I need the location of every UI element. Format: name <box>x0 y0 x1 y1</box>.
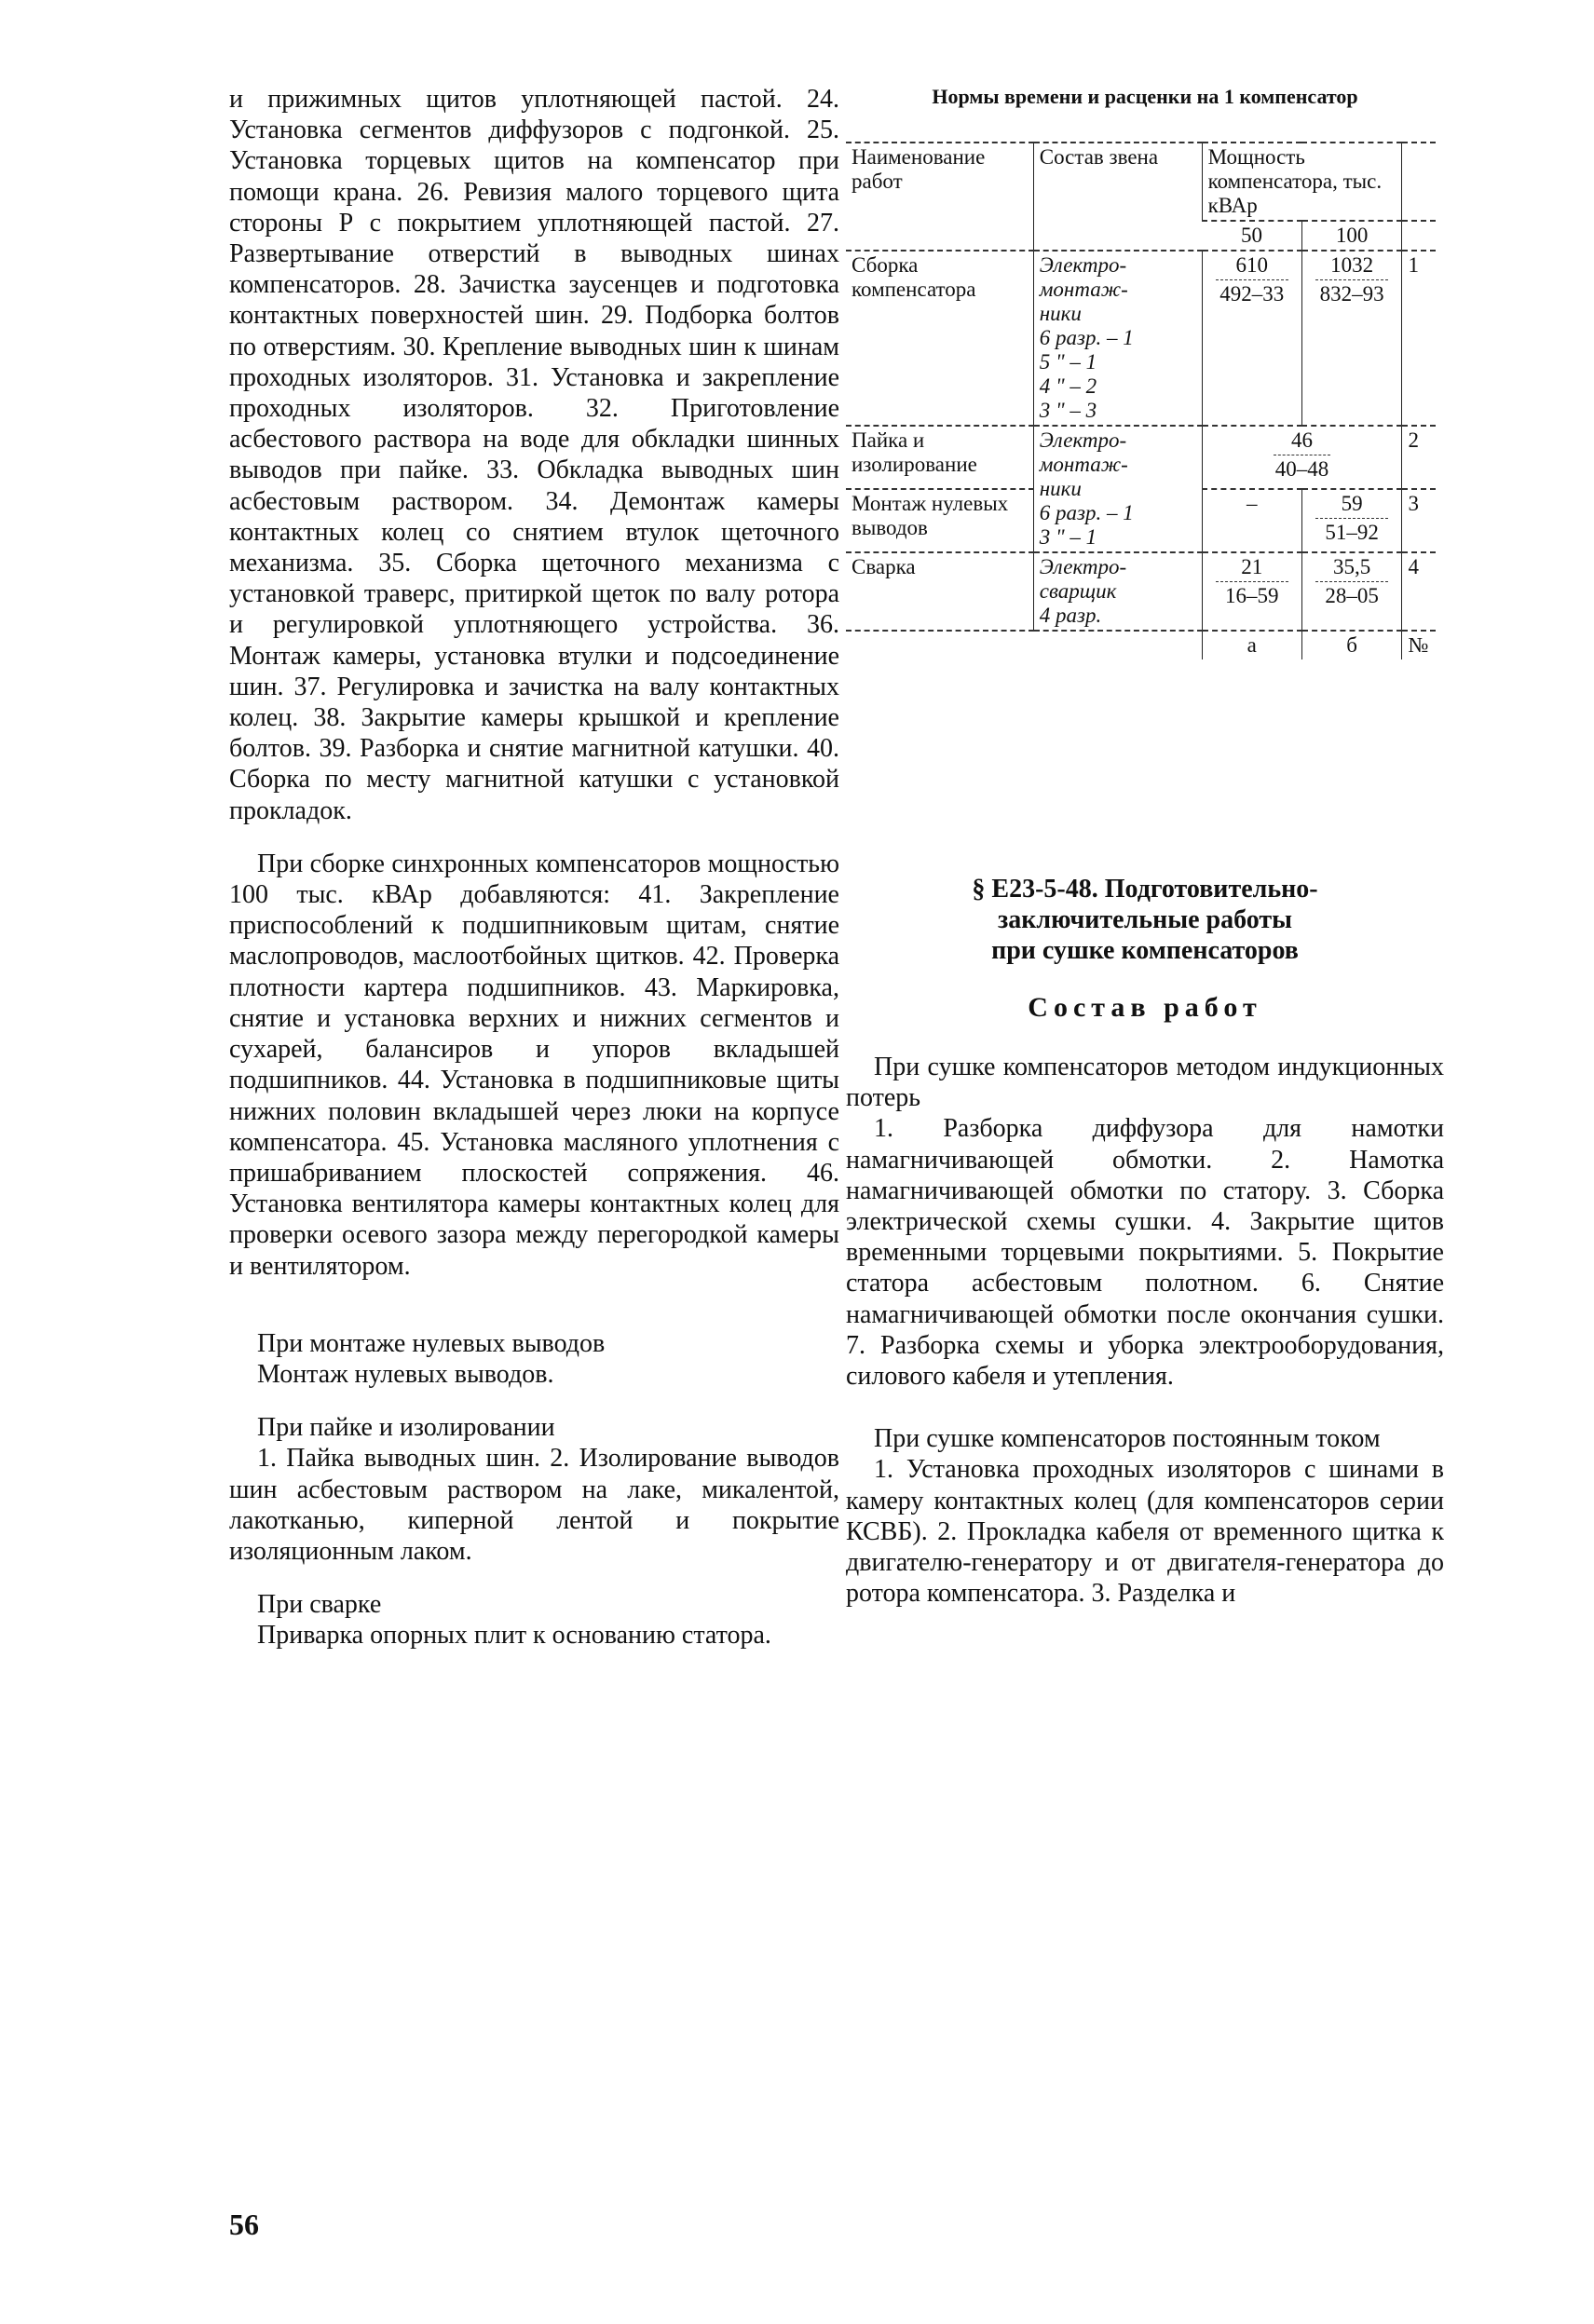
header-p100: 100 <box>1301 221 1402 251</box>
row-name: Сборка компенсатора <box>846 251 1033 426</box>
row-crew: Электро- монтаж- ники 6 разр. – 1 3 " – 1 <box>1033 426 1202 552</box>
cell-b: 1032 832–93 <box>1301 251 1402 426</box>
cell-a: 610 492–33 <box>1202 251 1301 426</box>
left-column <box>229 84 839 1651</box>
section-subtitle: Состав работ <box>1028 992 1262 1023</box>
right-column <box>846 84 1444 1609</box>
table-caption: Нормы времени и расценки на 1 компенсатор <box>932 85 1358 108</box>
left-para-1: и прижимных щитов уплотняющей пастой. 24. Установка сегментов диффузоров с подгонкой. 25. Установка торцевых щитов на компенсатор при помощи крана. 26. Ревизия малого торцевого щита стороны Р с покрытием уплотняющей пастой. 27. Развертывание отверстий в выводных шинах компенсаторов. 28. Зачистка заусенцев и подготовка контактных поверхностей шин. 29. Подборка болтов по отверстиям. 30. Крепление выводных шин к шинам проходных изоляторов. 31. Установка и закрепление проходных изоляторов. 32. Приготовление асбестового раствора на воде для обкладки шинных выводов при пайке. 33. Обкладка выводных шин асбестовым раствором. 34. Демонтаж камеры контактных колец со снятием втулок щеточного механизма. 35. Сборка щеточного механизма с установкой траверс, притиркой щеток по валу ротора и регулировкой уплотняющего устройства. 36. Монтаж камеры, установка втулки и подсоединение шин. 37. Регулировка и зачистка на валу контактных колец. 38. Закрытие камеры крышкой и крепление болтов. 39. Разборка и снятие магнитной катушки. 40. Сборка по месту магнитной катушки с установкой прокладок. <box>229 85 839 825</box>
row-name: Сварка <box>846 552 1033 631</box>
header-crew: Состав звена <box>1033 143 1202 251</box>
row-number: 4 <box>1402 552 1436 631</box>
cell-b: 35,5 28–05 <box>1301 552 1402 631</box>
row-number: 1 <box>1402 251 1436 426</box>
induction-text: 1. Разборка диффузора для намотки намагничивающей обмотки. 2. Намотка намагничивающей обмотки по статору. 3. Сборка электрической схемы сушки. 4. Закрытие щитов временными торцевыми покрытиями. 5. Покрытие статора асбестовым полотном. 6. Снятие намагничивающей обмотки после окончания сушки. 7. Разборка схемы и уборка электрооборудования, силового кабеля и утепления. <box>846 1114 1444 1392</box>
cell-b: 59 51–92 <box>1301 489 1402 552</box>
section-title-1: § Е23-5-48. Подготовительно- <box>972 875 1318 904</box>
left-para-2: При сборке синхронных компенсаторов мощностью 100 тыс. кВАр добавляются: 41. Закрепление приспособлений к подшипниковым щитам, снятие маслопроводов, маслоотбойных щитков. 42. Проверка плотности картера подшипников. 43. Маркировка, снятие и установка верхних и нижних сегментов и сухарей, балансиров и упоров вкладышей подшипников. 44. Установка в подшипниковые щиты нижних половин вкладышей через люки на корпусе компенсатора. 45. Установка масляного уплотнения с пришабриванием плоскостей сопряжения. 46. Установка вентилятора камеры контактных колец для проверки осевого зазора между перегородкой камеры и вентилятором. <box>229 849 839 1281</box>
cell-a: – <box>1202 489 1301 552</box>
page-number: 56 <box>229 2208 259 2241</box>
header-work: Наименование работ <box>846 143 1033 251</box>
dc-heading: При сушке компенсаторов постоянным током <box>874 1424 1381 1454</box>
row-crew: Электро- монтаж- ники 6 разр. – 1 5 " – 1 4 " – 2 3 " – 3 <box>1033 251 1202 426</box>
zero-text: Монтаж нулевых выводов. <box>257 1359 554 1389</box>
solder-text: 1. Пайка выводных шин. 2. Изолирование выводов шин асбестовым раствором на лаке, микалентой, лакотканью, киперной лентой и покрытие изоляционным лаком. <box>229 1444 839 1566</box>
table-row <box>846 552 1436 631</box>
cell-merged: 46 40–48 <box>1202 426 1402 489</box>
row-name: Монтаж нулевых выводов <box>846 489 1033 552</box>
solder-heading: При пайке и изолировании <box>257 1413 555 1443</box>
section-title-2: заключительные работы <box>998 905 1292 934</box>
footer-no: № <box>1402 631 1436 659</box>
row-name: Пайка и изолирование <box>846 426 1033 489</box>
table-footer-row <box>846 631 1436 659</box>
section-title-3: при сушке компенсаторов <box>991 936 1299 965</box>
table-header-row <box>846 143 1436 221</box>
table-row <box>846 426 1436 489</box>
induction-heading: При сушке компенсаторов методом индукционных потерь <box>846 1053 1444 1113</box>
weld-heading: При сварке <box>257 1590 382 1620</box>
row-number: 3 <box>1402 489 1436 552</box>
row-crew: Электро- сварщик 4 разр. <box>1033 552 1202 631</box>
header-p50: 50 <box>1202 221 1301 251</box>
table-row <box>846 251 1436 426</box>
header-power: Мощность компенсатора, тыс. кВАр <box>1202 143 1402 221</box>
cell-a: 21 16–59 <box>1202 552 1301 631</box>
row-number: 2 <box>1402 426 1436 489</box>
dc-text: 1. Установка проходных изоляторов с шинами в камеру контактных колец (для компенсаторов серии КСВБ). 2. Прокладка кабеля от временного щитка к двигателю-генератору и от двигателя-генератора до ротора компенсатора. 3. Разделка и <box>846 1455 1444 1609</box>
footer-b: б <box>1301 631 1402 659</box>
zero-heading: При монтаже нулевых выводов <box>257 1328 606 1358</box>
footer-a: а <box>1202 631 1301 659</box>
norms-table <box>846 142 1436 659</box>
weld-text: Приварка опорных плит к основанию статора. <box>257 1621 771 1651</box>
